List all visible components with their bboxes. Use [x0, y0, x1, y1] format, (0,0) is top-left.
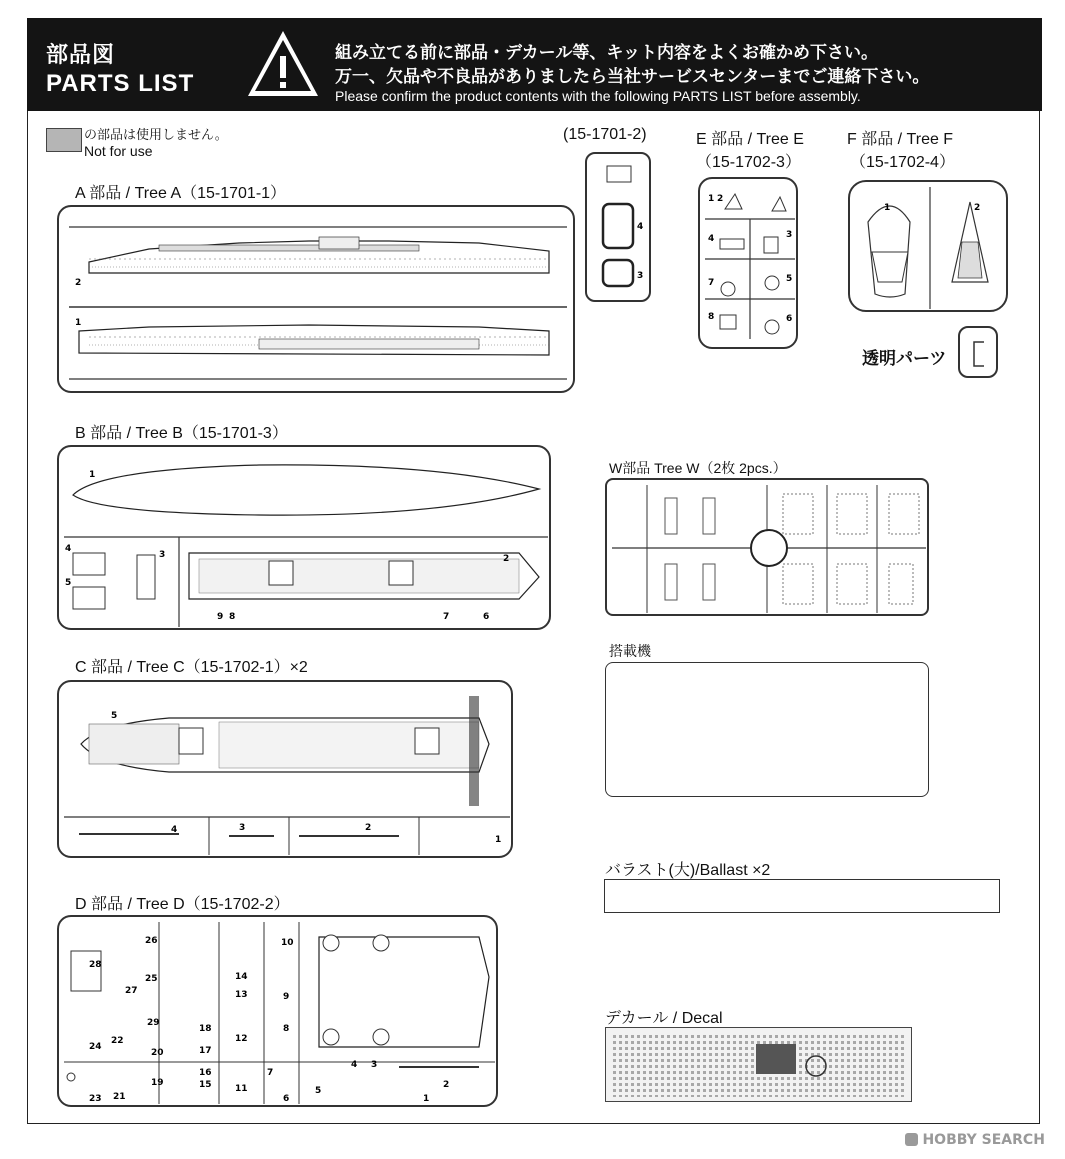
tree-d-part-11: 11: [235, 1084, 248, 1094]
tree-d-part-28: 28: [89, 960, 102, 970]
not-for-use-swatch: [46, 128, 82, 152]
tree-d-part-23: 23: [89, 1094, 102, 1104]
aircraft-label: 搭載機: [609, 643, 651, 659]
tree-d-part-8: 8: [283, 1024, 290, 1034]
tree-e-sprue: [698, 177, 798, 349]
tree-w-label: W部品 Tree W（2枚 2pcs.）: [609, 460, 787, 476]
tree-d-part-13: 13: [235, 990, 248, 1000]
decal-markings: [606, 1028, 913, 1103]
tree-c-part-4: 4: [171, 825, 178, 835]
tree-a-part-1: 1: [75, 318, 82, 328]
tree-d-part-25: 25: [145, 974, 158, 984]
tree-d-part-15: 15: [199, 1080, 212, 1090]
tree-d-part-24: 24: [89, 1042, 102, 1052]
tree-b-part-4: 4: [65, 544, 72, 554]
notice-en: Please confirm the product contents with the following PARTS LIST before assembly.: [335, 88, 861, 104]
tree-b-part-3: 3: [159, 550, 166, 560]
small-tree-sprue: [585, 152, 651, 302]
tree-d-part-10: 10: [281, 938, 294, 948]
tree-e-part-4: 4: [708, 234, 715, 244]
tree-d-part-9: 9: [283, 992, 290, 1002]
tree-d-part-22: 22: [111, 1036, 124, 1046]
decal-label: デカール / Decal: [605, 1010, 723, 1027]
tree-f-label-2: （15-1702-4）: [850, 154, 955, 171]
tree-b-part-9: 9: [217, 612, 224, 622]
aircraft-box: [605, 662, 929, 797]
watermark-text: HOBBY SEARCH: [922, 1132, 1045, 1148]
tree-e-label-1: E 部品 / Tree E: [696, 131, 804, 148]
ballast-label: バラスト(大)/Ballast ×2: [605, 862, 771, 879]
notice-jp-2: 万一、欠品や不良品がありましたら当社サービスセンターまでご連絡下さい。: [335, 67, 930, 86]
tree-d-sprue: [57, 915, 498, 1107]
small-tree-label: (15-1701-2): [563, 126, 647, 143]
tree-b-part-7: 7: [443, 612, 450, 622]
tree-d-part-6: 6: [283, 1094, 290, 1104]
watermark: [905, 1131, 1045, 1149]
tree-d-part-27: 27: [125, 986, 138, 996]
tree-d-part-14: 14: [235, 972, 248, 982]
clear-parts-label: 透明パーツ: [862, 349, 947, 368]
small-tree-parts: [587, 154, 653, 304]
tree-c-part-5: 5: [111, 711, 118, 721]
tree-c-part-3: 3: [239, 823, 246, 833]
tree-d-part-2: 2: [443, 1080, 450, 1090]
tree-f-parts: [850, 182, 1010, 314]
small-tree-part-3: 3: [637, 271, 644, 281]
clear-parts-sprue: [958, 326, 998, 378]
tree-d-part-1: 1: [423, 1094, 430, 1104]
tree-d-part-26: 26: [145, 936, 158, 946]
tree-e-part-3: 3: [786, 230, 793, 240]
tree-d-part-21: 21: [113, 1092, 126, 1102]
tree-e-part-7: 7: [708, 278, 715, 288]
tree-f-part-1: 1: [884, 203, 891, 213]
ballast-box: [604, 879, 1000, 913]
tree-b-part-6: 6: [483, 612, 490, 622]
tree-d-part-17: 17: [199, 1046, 212, 1056]
watermark-logo-icon: [905, 1133, 918, 1146]
tree-d-part-18: 18: [199, 1024, 212, 1034]
tree-d-part-3: 3: [371, 1060, 378, 1070]
tree-b-part-1: 1: [89, 470, 96, 480]
tree-f-label-1: F 部品 / Tree F: [847, 131, 954, 148]
tree-d-part-19: 19: [151, 1078, 164, 1088]
decal-sheet: [605, 1027, 912, 1102]
legend-en: Not for use: [84, 143, 153, 159]
tree-a-part-2: 2: [75, 278, 82, 288]
tree-c-parts: [59, 682, 515, 860]
tree-a-parts: [59, 207, 577, 395]
header-banner: [27, 18, 1042, 111]
tree-e-part-2: 2: [717, 194, 724, 204]
notice-jp-1: 組み立てる前に部品・デカール等、キット内容をよくお確かめ下さい。: [335, 43, 878, 62]
tree-b-part-2: 2: [503, 554, 510, 564]
tree-e-part-6: 6: [786, 314, 793, 324]
tree-d-part-7: 7: [267, 1068, 274, 1078]
warning-icon: [245, 28, 321, 100]
tree-b-part-8: 8: [229, 612, 236, 622]
tree-e-part-5: 5: [786, 274, 793, 284]
tree-f-sprue: [848, 180, 1008, 312]
tree-c-part-2: 2: [365, 823, 372, 833]
clear-part: [960, 328, 1000, 380]
tree-d-part-29: 29: [147, 1018, 160, 1028]
tree-a-sprue: [57, 205, 575, 393]
tree-d-part-5: 5: [315, 1086, 322, 1096]
title-en: PARTS LIST: [46, 70, 195, 97]
tree-c-label: C 部品 / Tree C（15-1702-1）×2: [75, 659, 308, 676]
legend-jp: の部品は使用しません。: [84, 127, 228, 142]
tree-d-label: D 部品 / Tree D（15-1702-2）: [75, 896, 290, 913]
tree-f-part-2: 2: [974, 203, 981, 213]
tree-c-sprue: [57, 680, 513, 858]
tree-d-part-16: 16: [199, 1068, 212, 1078]
tree-e-parts: [700, 179, 800, 351]
tree-d-part-4: 4: [351, 1060, 358, 1070]
tree-e-label-2: （15-1702-3）: [696, 154, 801, 171]
tree-e-part-1: 1: [708, 194, 715, 204]
tree-c-part-1: 1: [495, 835, 502, 845]
tree-b-label: B 部品 / Tree B（15-1701-3）: [75, 425, 288, 442]
tree-w-sprue: [605, 478, 929, 616]
tree-w-parts: [607, 480, 931, 618]
small-tree-part-4: 4: [637, 222, 644, 232]
title-jp: 部品図: [46, 42, 116, 67]
tree-d-part-12: 12: [235, 1034, 248, 1044]
tree-d-parts: [59, 917, 500, 1109]
tree-b-part-5: 5: [65, 578, 72, 588]
tree-d-part-20: 20: [151, 1048, 164, 1058]
tree-b-parts: [59, 447, 553, 632]
tree-b-sprue: [57, 445, 551, 630]
tree-e-part-8: 8: [708, 312, 715, 322]
tree-a-label: A 部品 / Tree A（15-1701-1）: [75, 185, 287, 202]
